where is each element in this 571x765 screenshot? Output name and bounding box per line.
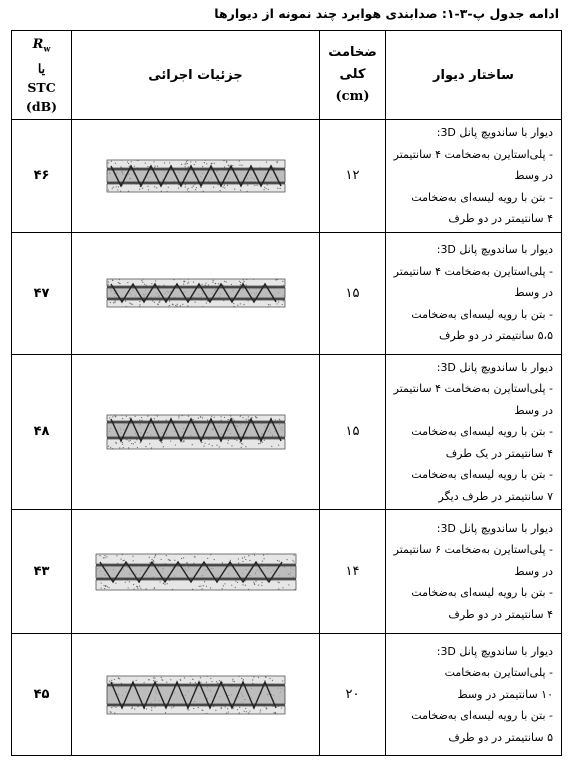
rw-value: ۴۷	[12, 232, 72, 354]
wall-insulation-table	[11, 30, 562, 756]
thickness-value: ۱۵	[320, 354, 386, 510]
table-header-row	[12, 31, 562, 120]
wall-detail-cell	[72, 232, 320, 354]
structure-line: ۱۰ سانتیمتر در وسط	[457, 687, 553, 701]
rw-value: ۴۵	[12, 634, 72, 756]
structure-line: دیوار با ساندویچ پانل 3D:	[436, 126, 553, 139]
thickness-header	[320, 31, 386, 120]
wall-detail-cell	[72, 120, 320, 233]
rw-value: ۴۸	[12, 354, 72, 510]
table-row	[12, 510, 562, 634]
structure-line: - بتن با رویه لیسه‌ای به‌ضخامت	[411, 709, 553, 723]
wall-section-drawing	[105, 158, 287, 194]
wall-detail-cell	[72, 354, 320, 510]
wall-section-drawing	[94, 552, 298, 592]
table-row	[12, 120, 562, 233]
db-unit-label: (dB)	[25, 98, 58, 114]
structure-line: - بتن با رویه لیسه‌ای به‌ضخامت	[411, 468, 553, 481]
structure-line: - پلی‌استایرن به‌ضخامت ۴ سانتیمتر	[393, 382, 553, 395]
table-caption: ادامه جدول پ-۳-۱: صدابندی هوابرد چند نمونه از دیوارها	[214, 6, 559, 21]
structure-line: دیوار با ساندویچ پانل 3D:	[436, 360, 553, 374]
table-row	[12, 232, 562, 354]
rw-symbol: R	[32, 37, 44, 53]
structure-line: ۴ سانتیمتر در دو طرف	[448, 607, 553, 621]
concrete-layer-top	[107, 160, 285, 168]
concrete-layer-bottom	[96, 580, 296, 590]
thickness-value: ۱۴	[320, 510, 386, 634]
wall-structure-description	[386, 510, 562, 634]
rw-value: ۴۳	[12, 510, 72, 634]
structure-line: - پلی‌استایرن به‌ضخامت ۴ سانتیمتر	[393, 147, 553, 161]
concrete-layer-bottom	[107, 300, 285, 307]
table-row	[12, 634, 562, 756]
wall-section-drawing	[105, 674, 287, 716]
structure-line: دیوار با ساندویچ پانل 3D:	[436, 644, 553, 658]
structure-line: ۷ سانتیمتر در طرف دیگر	[438, 489, 553, 503]
wall-section-drawing	[105, 413, 287, 451]
structure-line: دیوار با ساندویچ پانل 3D:	[436, 243, 553, 257]
thickness-value: ۱۲	[320, 120, 386, 233]
rw-or-label: یا	[37, 60, 46, 76]
wall-structure-description	[386, 634, 562, 756]
structure-line: در وسط	[514, 403, 553, 417]
concrete-layer-bottom	[107, 706, 285, 714]
structure-line: - پلی‌استایرن به‌ضخامت ۴ سانتیمتر	[393, 264, 553, 278]
structure-line: در وسط	[514, 564, 553, 578]
structure-line: - بتن با رویه لیسه‌ای به‌ضخامت	[411, 307, 553, 321]
thickness-value: ۱۵	[320, 232, 386, 354]
wall-section-drawing	[105, 277, 287, 309]
thickness-unit: (cm)	[335, 89, 370, 104]
wall-detail-cell	[72, 634, 320, 756]
structure-line: در وسط	[514, 286, 553, 300]
wall-structure-description	[386, 232, 562, 354]
structure-line: در وسط	[514, 169, 553, 182]
wall-structure-description	[386, 354, 562, 510]
structure-line: ۵،۵ سانتیمتر در دو طرف	[438, 329, 553, 343]
rw-value: ۴۶	[12, 120, 72, 233]
thickness-label-2: کلی	[339, 67, 366, 82]
structure-line: - پلی‌استایرن به‌ضخامت	[444, 666, 553, 680]
concrete-layer-top	[107, 415, 285, 421]
wall-detail-cell	[72, 510, 320, 634]
structure-header: ساختار دیوار	[386, 31, 562, 120]
structure-line: ۴ سانتیمتر در یک طرف	[445, 446, 553, 460]
rw-stc-header	[12, 31, 72, 120]
structure-line: - پلی‌استایرن به‌ضخامت ۶ سانتیمتر	[393, 543, 553, 557]
structure-line: - بتن با رویه لیسه‌ای به‌ضخامت	[411, 425, 553, 438]
structure-line: - بتن با رویه لیسه‌ای به‌ضخامت	[411, 586, 553, 600]
structure-line: ۴ سانتیمتر در دو طرف	[448, 212, 553, 225]
thickness-label-1: ضخامت	[328, 45, 377, 60]
wall-structure-description	[386, 120, 562, 233]
table-row	[12, 354, 562, 510]
structure-line: ۵ سانتیمتر در دو طرف	[448, 730, 553, 744]
details-header: جزئیات اجرائی	[72, 31, 320, 120]
structure-line: دیوار با ساندویچ پانل 3D:	[436, 521, 553, 535]
stc-label: STC	[27, 79, 56, 95]
structure-line: - بتن با رویه لیسه‌ای به‌ضخامت	[411, 190, 553, 204]
thickness-value: ۲۰	[320, 634, 386, 756]
rw-subscript: w	[43, 43, 51, 54]
